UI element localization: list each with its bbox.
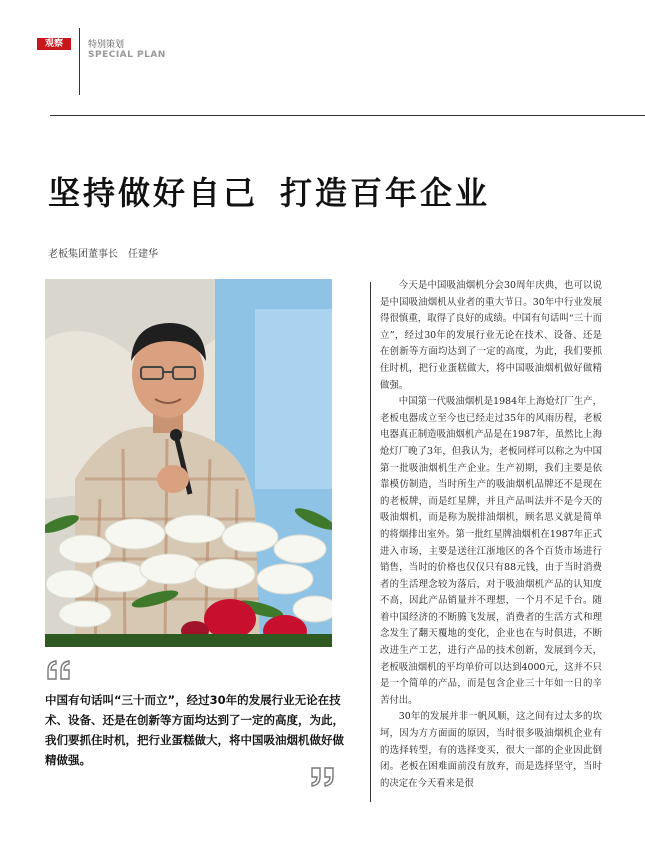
section-tag: 观察: [37, 38, 71, 50]
article-body: [380, 278, 602, 792]
close-quote-icon: [308, 766, 336, 792]
title-part-2: 打造百年企业: [280, 174, 491, 212]
header-rule: [50, 115, 645, 116]
title-part-1: 坚持做好自己: [48, 174, 259, 212]
header-divider: [79, 28, 80, 95]
section-name-english: SPECIAL PLAN: [88, 50, 166, 60]
byline: [48, 245, 158, 260]
article-title: [48, 168, 608, 214]
pull-quote: 中国有句话叫“三十而立”，经过30年的发展行业无论在技术、设备、还是在创新等方面均达到了一定的高度，为此，我们要抓住时机，把行业蛋糕做大，将中国吸油烟机做好做精做强。: [45, 693, 344, 767]
paragraph: 今天是中国吸油烟机分会30周年庆典，也可以说是中国吸油烟机从业者的重大节日。30年中行业发展得很慎重，取得了良好的成绩。中国有句话叫“三十而立”，经过30年的发展行业无论在技术、设备、还是在创新等方面均达到了一定的高度，为此，我们要抓住时机，把行业蛋糕做大，将中国吸油烟机做好做精做强。: [380, 280, 602, 391]
byline-name: 任建华: [128, 249, 158, 260]
page-header: [0, 0, 645, 120]
paragraph: 中国第一代吸油烟机是1984年上海炝灯厂生产，老板电器成立至今也已经走过35年的风雨历程，老板电器真正制造吸油烟机产品是在1987年，虽然比上海炝灯厂晚了3年，但我认为，老板同样可以称之为中国第一批吸油烟机生产企业。生产初期，我们主要是依靠模仿制造，当时所生产的吸油烟机品牌还不是现在的老板牌，而是红星牌，并且产品叫法并不是今天的吸油烟机，而是称为脱排油烟机，顾名思义就是简单的将烟排出室外。第一批红星牌油烟机在1987年正式进入市场，主要是送往江浙地区的各个百货市场进行销售，当时的价格也仅仅只有88元钱，由于当时消费者的生活理念较为落后，对于吸油烟机产品的认知度不高，因此产品销量并不理想，一个月不足千台。随着中国经济的不断腾飞发展，消费者的生活方式和理念发生了翻天覆地的变化，企业也在与时俱进，不断改进生产工艺，进行产品的技术创新，发展到今天，老板吸油烟机的平均单价可以达到4000元，这并不只是一个简单的产品，而是包含企业三十年如一日的辛苦付出。: [380, 396, 602, 706]
speaker-photo: [45, 279, 332, 647]
section-name: 特别策划: [88, 40, 125, 50]
paragraph: 30年的发展并非一帆风顺，这之间有过太多的坎坷，因为方方面面的原因，当时很多吸油烟机企业有的选择转型，有的选择变买，很大一部的企业因此倒闭。老板在困难面前没有放弃，而是选择坚守，当时的决定在今天看来是很: [380, 711, 602, 789]
column-rule: [370, 282, 371, 802]
byline-role: 老板集团董事长: [48, 249, 118, 260]
open-quote-icon: [45, 659, 73, 685]
